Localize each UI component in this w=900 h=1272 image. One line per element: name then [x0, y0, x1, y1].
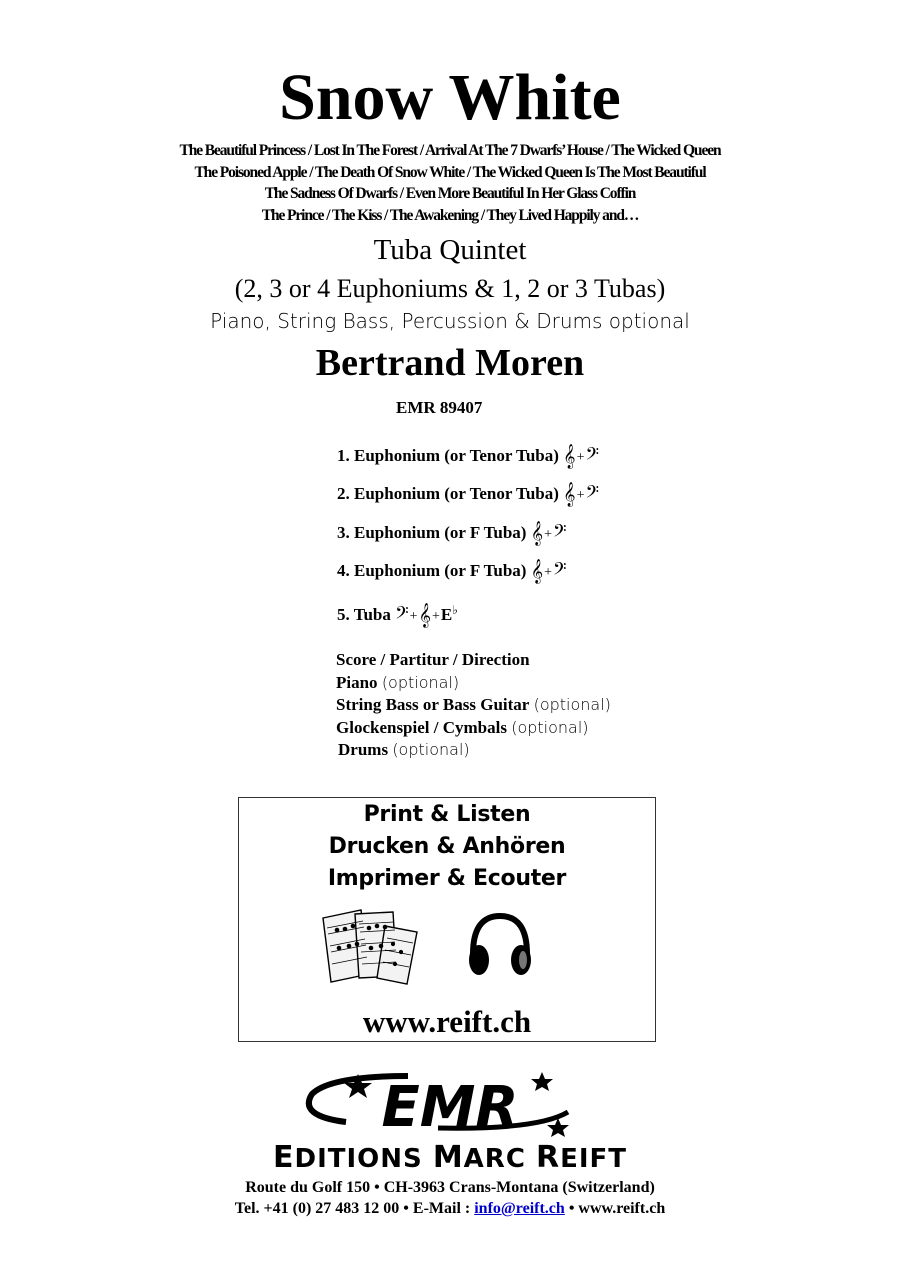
bass-clef-icon: 𝄢	[553, 521, 567, 545]
extra-note: (optional)	[533, 695, 611, 714]
phone-text: Tel. +41 (0) 27 483 12 00 • E-Mail :	[234, 1200, 475, 1217]
extra-note: (optional)	[381, 673, 460, 692]
extra-item	[338, 739, 470, 761]
key-letter: E	[440, 605, 453, 624]
extra-label: Drums	[338, 740, 389, 759]
instrumentation: (2, 3 or 4 Euphoniums & 1, 2 or 3 Tubas)	[234, 274, 666, 303]
flat-icon: ♭	[452, 603, 458, 617]
part-item: 1. Euphonium (or Tenor Tuba) 𝄞+𝄢	[337, 444, 599, 468]
emr-mark: EMR	[381, 1075, 519, 1140]
extra-label: Piano	[336, 673, 378, 692]
movement-line: The Sadness Of Dwarfs / Even More Beautiful In Her Glass Coffin	[264, 185, 636, 202]
extra-item	[336, 649, 530, 671]
promo-line: Drucken & Anhören	[328, 834, 566, 859]
extra-label: Score / Partitur / Direction	[336, 650, 530, 669]
promo-line: Imprimer & Ecouter	[327, 866, 567, 891]
bass-clef-icon: 𝄢	[395, 603, 409, 627]
composer-name: Bertrand Moren	[315, 342, 585, 384]
emr-logo	[238, 1070, 658, 1140]
optional-instruments: Piano, String Bass, Percussion & Drums optional	[210, 309, 690, 333]
treble-clef-icon: 𝄞	[563, 444, 576, 468]
catalog-code: EMR 89407	[396, 398, 483, 417]
email-link[interactable]: info@reift.ch	[474, 1200, 565, 1217]
movement-line: The Poisoned Apple / The Death Of Snow White / The Wicked Queen Is The Most Beautiful	[194, 163, 706, 181]
part-item: 5. Tuba 𝄢+𝄞+E♭	[337, 603, 458, 627]
website-link[interactable]: www.reift.ch	[362, 1004, 532, 1039]
sheet-music-icon	[315, 904, 425, 986]
part-label: 5. Tuba	[337, 605, 391, 624]
movement-line: The Beautiful Princess / Lost In The Forest / Arrival At The 7 Dwarfs’ House / The Wicked Queen	[179, 142, 721, 159]
extra-item	[336, 717, 589, 739]
movement-line: The Prince / The Kiss / The Awakening / They Lived Happily and…	[261, 206, 639, 224]
bass-clef-icon: 𝄢	[585, 444, 599, 468]
part-label: 2. Euphonium (or Tenor Tuba)	[337, 484, 559, 503]
page-title: Snow White	[279, 61, 621, 134]
publisher-name: EDITIONS MARC REIFT	[273, 1140, 627, 1175]
part-label: 3. Euphonium (or F Tuba)	[337, 523, 527, 542]
extra-label: String Bass or Bass Guitar	[336, 695, 530, 714]
extra-item	[336, 694, 611, 716]
treble-clef-icon: 𝄞	[530, 559, 544, 583]
part-item: 2. Euphonium (or Tenor Tuba) 𝄞+𝄢	[337, 482, 599, 506]
print-listen-box	[238, 797, 656, 1042]
extra-label: Glockenspiel / Cymbals	[336, 718, 507, 737]
treble-clef-icon: 𝄞	[563, 482, 576, 506]
extra-note: (optional)	[392, 740, 470, 759]
part-item: 3. Euphonium (or F Tuba) 𝄞+𝄢	[337, 521, 567, 545]
ensemble-title: Tuba Quintet	[373, 234, 527, 266]
part-label: 4. Euphonium (or F Tuba)	[337, 561, 527, 580]
part-label: 1. Euphonium (or Tenor Tuba)	[337, 446, 559, 465]
extra-item	[336, 672, 459, 694]
treble-clef-icon: 𝄞	[418, 603, 431, 627]
treble-clef-icon: 𝄞	[530, 521, 544, 545]
movement-list	[0, 140, 900, 226]
part-item: 4. Euphonium (or F Tuba) 𝄞+𝄢	[337, 559, 567, 583]
bass-clef-icon: 𝄢	[553, 559, 567, 583]
address-line: Route du Golf 150 • CH-3963 Crans-Montana (Switzerland)	[245, 1179, 655, 1196]
website-text: • www.reift.ch	[564, 1200, 666, 1217]
contact-line	[0, 1199, 900, 1219]
bass-clef-icon: 𝄢	[585, 482, 599, 506]
headphones-icon	[465, 910, 535, 980]
promo-line: Print & Listen	[363, 802, 531, 827]
extra-note: (optional)	[511, 718, 589, 737]
